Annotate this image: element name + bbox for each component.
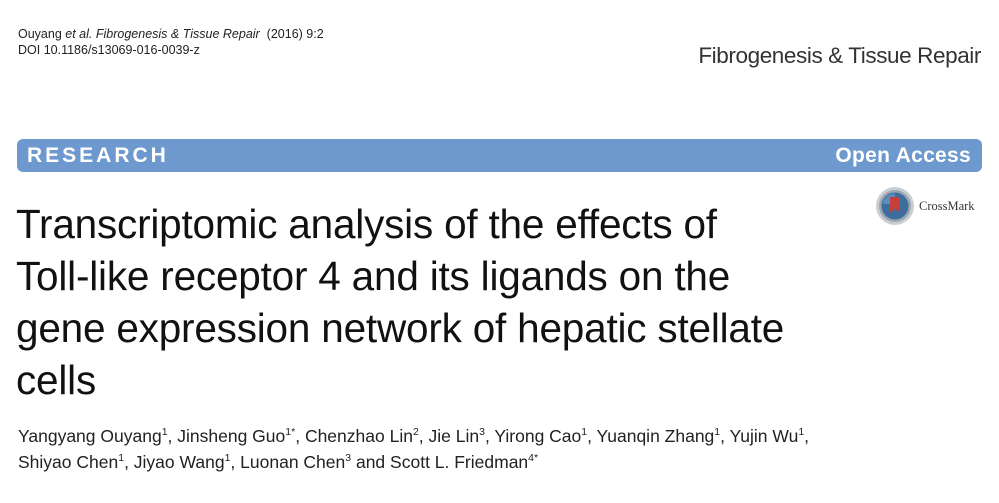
citation-line	[18, 26, 324, 42]
author-entry[interactable]	[429, 426, 485, 446]
title-line: gene expression network of hepatic stellate	[16, 305, 785, 351]
citation-authors: Ouyang	[18, 27, 66, 41]
author-entry[interactable]	[494, 426, 587, 446]
author-name: Yangyang Ouyang	[18, 426, 162, 446]
author-entry[interactable]	[18, 452, 124, 472]
article-citation	[18, 26, 324, 58]
affiliation-mark: 2	[412, 426, 419, 439]
author-entry[interactable]	[18, 426, 168, 446]
author-separator: ,	[720, 426, 730, 446]
citation-doi[interactable]: DOI 10.1186/s13069-016-0039-z	[18, 43, 200, 57]
author-name: Luonan Chen	[240, 452, 346, 472]
author-entry[interactable]	[730, 426, 805, 446]
citation-etal: et al.	[65, 27, 93, 41]
author-separator: ,	[124, 452, 134, 472]
crossmark-icon	[875, 186, 915, 226]
author-separator: ,	[418, 426, 429, 446]
author-name: Jinsheng Guo	[177, 426, 286, 446]
citation-journal: Fibrogenesis & Tissue Repair	[95, 27, 260, 41]
author-entry[interactable]	[240, 452, 351, 472]
author-entry[interactable]	[390, 452, 538, 472]
article-type-banner	[17, 139, 982, 172]
author-separator: ,	[484, 426, 495, 446]
affiliation-mark: 1	[581, 426, 588, 439]
author-name: Scott L. Friedman	[390, 452, 529, 472]
affiliation-mark: 4*	[528, 452, 539, 465]
author-name: Yuanqin Zhang	[596, 426, 715, 446]
author-entry[interactable]	[597, 426, 721, 446]
affiliation-mark: 1	[118, 452, 125, 465]
author-name: Shiyao Chen	[18, 452, 119, 472]
affiliation-mark: 1	[161, 426, 168, 439]
author-list	[18, 423, 918, 475]
author-separator: ,	[167, 426, 178, 446]
author-separator: ,	[295, 426, 305, 446]
author-name: Jie Lin	[428, 426, 480, 446]
author-entry[interactable]	[134, 452, 231, 472]
journal-name: Fibrogenesis & Tissue Repair	[698, 43, 981, 68]
crossmark-badge[interactable]	[875, 186, 975, 226]
title-line: cells	[16, 357, 97, 403]
author-entry[interactable]	[177, 426, 295, 446]
author-separator: ,	[230, 452, 241, 472]
author-name: Yirong Cao	[494, 426, 582, 446]
affiliation-mark: 1	[798, 426, 805, 439]
affiliation-mark: 1	[224, 452, 231, 465]
affiliation-mark: 3	[345, 452, 352, 465]
open-access-label[interactable]: Open Access	[835, 144, 971, 167]
article-title	[16, 198, 876, 406]
author-name: Yujin Wu	[729, 426, 799, 446]
citation-volume: (2016) 9:2	[266, 27, 324, 41]
author-name: Chenzhao Lin	[304, 426, 413, 446]
author-separator: ,	[587, 426, 597, 446]
affiliation-mark: 1	[714, 426, 721, 439]
affiliation-mark: 3	[479, 426, 485, 439]
author-name: Jiyao Wang	[133, 452, 225, 472]
affiliation-mark: 1*	[285, 426, 296, 439]
title-line: Transcriptomic analysis of the effects of	[16, 201, 717, 247]
section-label: RESEARCH	[27, 144, 169, 167]
author-entry[interactable]	[305, 426, 419, 446]
title-line: Toll-like receptor 4 and its ligands on the	[16, 253, 731, 299]
author-separator: and	[351, 452, 391, 472]
crossmark-label: CrossMark	[919, 198, 975, 213]
author-separator: ,	[804, 426, 810, 446]
